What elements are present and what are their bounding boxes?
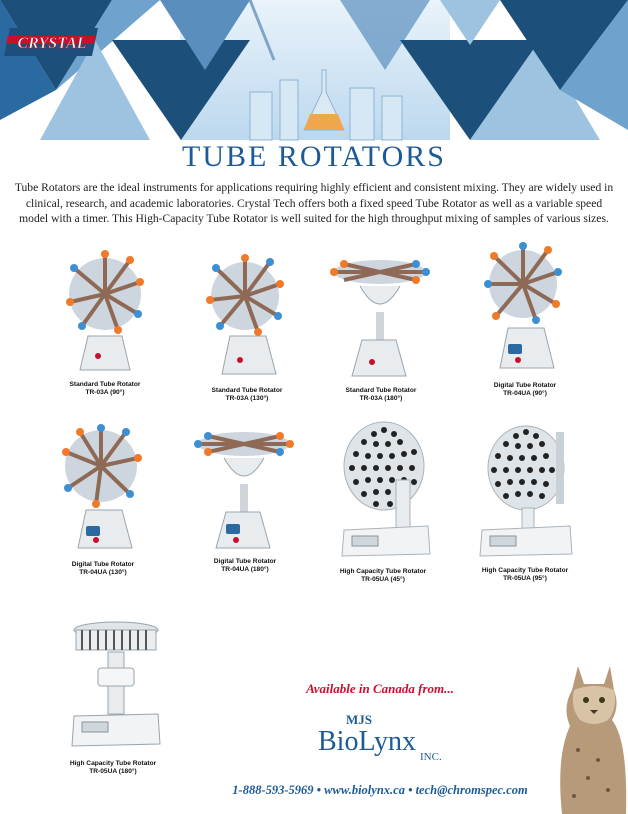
product-image-7 bbox=[336, 420, 436, 560]
product-image-1 bbox=[60, 244, 150, 374]
product-model: TR-04UA (90°) bbox=[503, 390, 547, 398]
biolynx-logo-top: MJS bbox=[346, 712, 372, 727]
product-image-4 bbox=[478, 238, 568, 378]
product-model: TR-05UA (180°) bbox=[89, 768, 137, 776]
product-image-3 bbox=[330, 252, 430, 382]
product-image-5 bbox=[56, 418, 146, 553]
product-name: Digital Tube Rotator bbox=[493, 382, 557, 389]
crystal-logo bbox=[4, 22, 100, 62]
product-image-2 bbox=[200, 250, 290, 380]
product-model: TR-05UA (95°) bbox=[503, 575, 547, 583]
product-caption-5 bbox=[38, 561, 168, 578]
product-name: Digital Tube Rotator bbox=[213, 558, 277, 565]
product-model: TR-03A (90°) bbox=[85, 389, 125, 397]
product-caption-6 bbox=[180, 558, 310, 575]
product-image-6 bbox=[194, 424, 294, 554]
product-caption-2 bbox=[182, 387, 312, 404]
product-name: Digital Tube Rotator bbox=[71, 561, 135, 568]
biolynx-logo bbox=[316, 708, 456, 764]
product-model: TR-03A (180°) bbox=[359, 395, 403, 403]
intro-paragraph: Tube Rotators are the ideal instruments for applications requiring highly efficient and consistent mixing. They are widely used in clinical, research, and academic laboratories. Crystal Tech offers both a fixed speed Tube Rotator as well as a variable speed model with a timer. This High-Capacity Tube Rotator is well suited for the high throughput mixing of samples of various sizes. bbox=[14, 181, 614, 226]
biolynx-logo-suffix: INC. bbox=[420, 751, 442, 763]
product-caption-4 bbox=[460, 382, 590, 399]
crystal-logo-text: CRYSTAL bbox=[17, 35, 87, 52]
product-image-9 bbox=[68, 612, 164, 752]
lynx-photo bbox=[548, 660, 628, 814]
biolynx-logo-main: BioLynx bbox=[318, 726, 417, 757]
product-model: TR-04UA (180°) bbox=[221, 566, 269, 574]
product-name: Standard Tube Rotator bbox=[211, 387, 283, 394]
product-model: TR-05UA (45°) bbox=[361, 576, 405, 584]
product-caption-3 bbox=[316, 387, 446, 404]
product-caption-1 bbox=[40, 381, 170, 398]
contact-line: 1-888-593-5969 • www.biolynx.ca • tech@chromspec.com bbox=[232, 783, 528, 797]
product-name: High Capacity Tube Rotator bbox=[481, 567, 569, 574]
product-image-8 bbox=[476, 422, 576, 562]
page-title: TUBE ROTATORS bbox=[182, 140, 446, 173]
product-caption-8 bbox=[460, 567, 590, 584]
product-name: Standard Tube Rotator bbox=[345, 387, 417, 394]
product-name: Standard Tube Rotator bbox=[69, 381, 141, 388]
available-in-canada-text: Available in Canada from... bbox=[306, 681, 454, 696]
product-caption-7 bbox=[318, 568, 448, 585]
product-model: TR-03A (130°) bbox=[225, 395, 269, 403]
product-name: High Capacity Tube Rotator bbox=[69, 760, 157, 767]
product-name: High Capacity Tube Rotator bbox=[339, 568, 427, 575]
product-caption-9 bbox=[48, 760, 178, 777]
product-model: TR-04UA (130°) bbox=[79, 569, 127, 577]
